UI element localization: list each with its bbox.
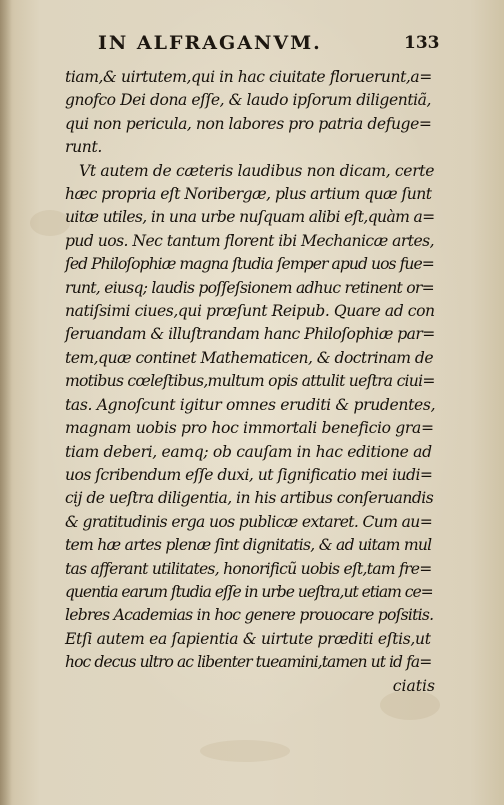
text-line: qui non pericula, non labores pro patria defuge= bbox=[65, 114, 432, 133]
text-line: natiſsimi ciues,qui præſunt Reipub. Quare ad con bbox=[65, 302, 435, 321]
text-line: tiam,& uirtutem,qui in hac ciuitate floruerunt,a= bbox=[65, 68, 432, 86]
text-line: hæc propria eſt Noribergæ, plus artium quæ ſunt bbox=[65, 185, 432, 204]
text-line: hoc decus ultro ac libenter tueamini,tamen ut id fa= bbox=[65, 653, 432, 672]
text-line: Etſi autem ea ſapientia & uirtute præditi eſtis,ut bbox=[65, 629, 431, 648]
paper-stain bbox=[30, 210, 70, 236]
text-line: tas afferant utilitates, honorificũ uobis eſt,tam fre= bbox=[65, 559, 432, 578]
text-line: tem,quæ continet Mathematicen, & doctrinam de bbox=[65, 348, 434, 367]
body-text bbox=[65, 66, 435, 698]
paragraph-start-line: Vt autem de cæteris laudibus non dicam, certe bbox=[79, 161, 435, 180]
text-line: uitæ utiles, in una urbe nuſquam alibi eſt,quàm a= bbox=[65, 208, 435, 227]
text-line: motibus cœleſtibus,multum opis attulit ueſtra ciui= bbox=[65, 372, 435, 391]
text-line: tem hæ artes plenæ ſint dignitatis, & ad uitam mul bbox=[65, 536, 432, 555]
catchword: ciatis bbox=[392, 676, 435, 695]
text-line: runt. bbox=[65, 138, 103, 157]
text-line: ſed Philoſophiæ magna ſtudia ſemper apud uos fue= bbox=[65, 255, 434, 274]
text-line: lebres Academias in hoc genere prouocare poſsitis. bbox=[65, 606, 434, 625]
text-line: uos ſcribendum eſſe duxi, ut ſignificatio mei iudi= bbox=[65, 465, 433, 484]
page-header bbox=[98, 32, 448, 60]
page-number: 133 bbox=[404, 33, 440, 53]
text-line: runt, eiusq; laudis poſſeſsionem adhuc retinent or= bbox=[65, 278, 434, 297]
paper-stain bbox=[200, 740, 290, 762]
text-line: quentia earum ſtudia eſſe in urbe ueſtra,ut etiam ce= bbox=[65, 582, 433, 601]
gutter-shadow bbox=[0, 0, 12, 805]
text-line: & gratitudinis erga uos publicæ extaret. Cum au= bbox=[65, 512, 433, 531]
text-line: ſeruandam & illuſtrandam hanc Philoſophiæ par= bbox=[65, 325, 435, 344]
text-line: pud uos. Nec tantum florent ibi Mechanicæ artes, bbox=[65, 231, 434, 250]
text-line: tas. Agnoſcunt igitur omnes eruditi & prudentes, bbox=[65, 395, 436, 414]
running-title: IN ALFRAGANVM. bbox=[98, 32, 322, 54]
text-line: gnofco Dei dona eſſe, & laudo ipſorum diligentiã, bbox=[65, 91, 432, 110]
text-line: cij de ueſtra diligentia, in his artibus conſeruandis bbox=[65, 489, 434, 508]
text-line: tiam deberi, eamq; ob cauſam in hac editione ad bbox=[65, 442, 432, 461]
text-line: magnam uobis pro hoc immortali beneficio gra= bbox=[65, 419, 434, 438]
